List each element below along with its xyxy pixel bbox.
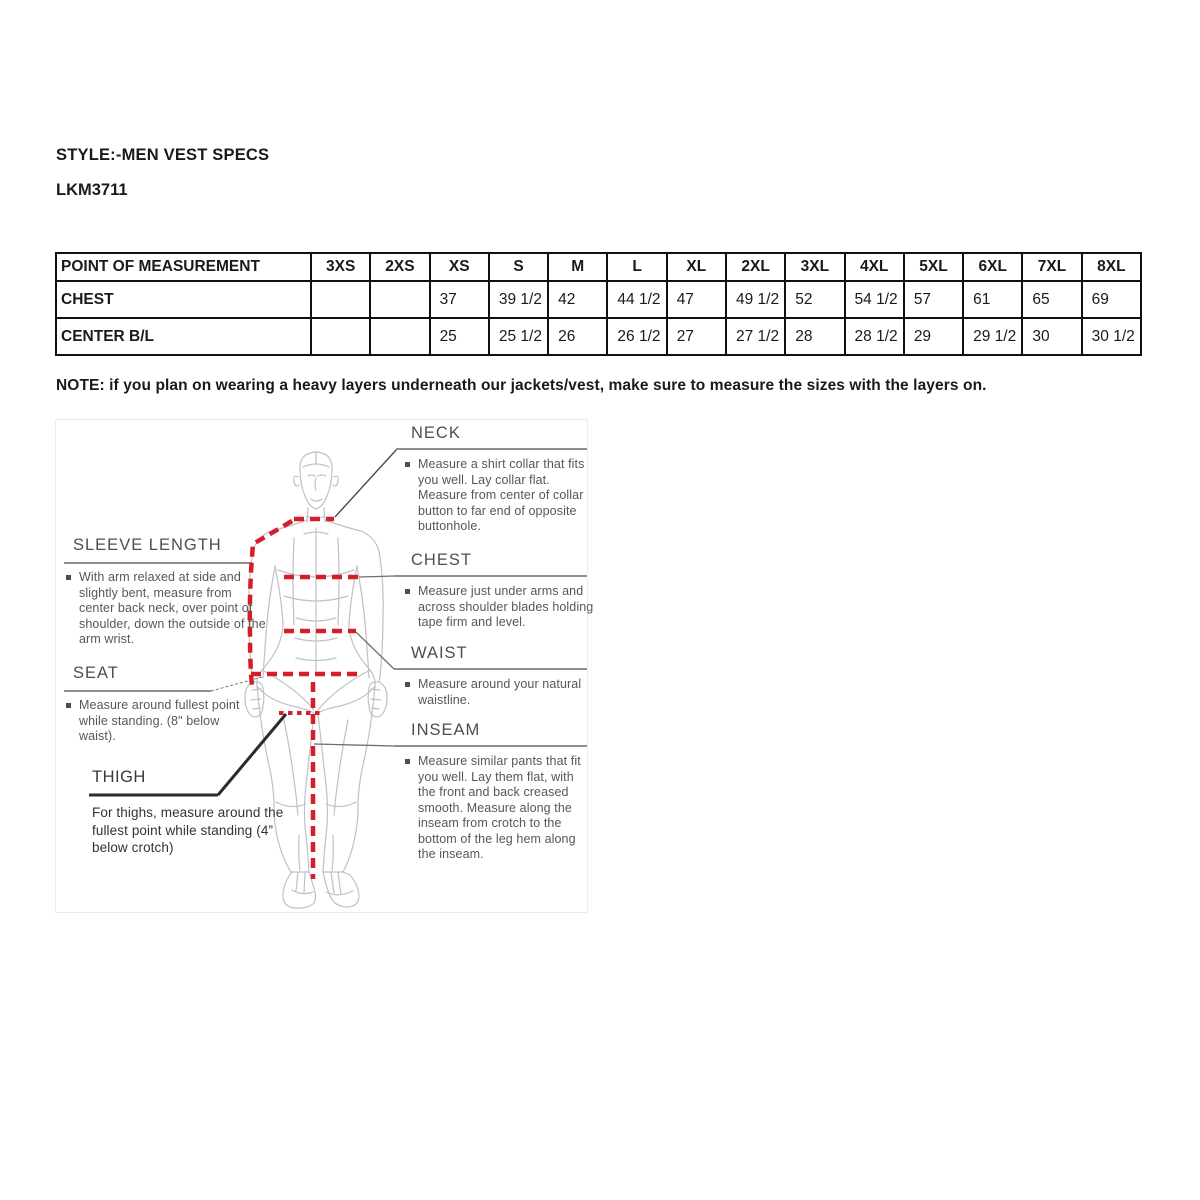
size-value-cell — [370, 281, 429, 318]
size-value-cell: 29 — [904, 318, 963, 355]
seat-description: Measure around fullest point while standing. (8" below waist). — [66, 698, 246, 745]
inseam-description: Measure similar pants that fit you well. Lay them flat, with the front and back creased smooth. Measure along the inseam from crotch to the bottom of the leg hem along the inseam. — [405, 754, 591, 863]
size-value-cell — [370, 318, 429, 355]
waist-callout-line — [356, 632, 394, 669]
size-value-cell: 29 1/2 — [963, 318, 1022, 355]
size-value-cell: 39 1/2 — [489, 281, 548, 318]
size-header-cell: L — [607, 253, 666, 281]
inseam-label: INSEAM — [411, 721, 481, 739]
size-header-cell: M — [548, 253, 607, 281]
seat-callout-line — [211, 677, 262, 691]
bullet-square — [66, 575, 71, 580]
bullet-square — [405, 759, 410, 764]
bullet-square — [405, 462, 410, 467]
size-table — [55, 252, 1142, 356]
size-value-cell: 30 — [1022, 318, 1081, 355]
model-code: LKM3711 — [56, 181, 128, 199]
size-value-cell: 25 1/2 — [489, 318, 548, 355]
size-header-cell: 2XL — [726, 253, 785, 281]
sleeve-length-label: SLEEVE LENGTH — [73, 536, 222, 554]
size-value-cell: 49 1/2 — [726, 281, 785, 318]
size-value-cell: 28 — [785, 318, 844, 355]
size-value-cell: 61 — [963, 281, 1022, 318]
measurement-diagram — [55, 419, 594, 913]
size-value-cell: 54 1/2 — [845, 281, 904, 318]
size-header-cell: 4XL — [845, 253, 904, 281]
neck-label: NECK — [411, 424, 461, 442]
size-value-cell: 47 — [667, 281, 726, 318]
size-value-cell: 65 — [1022, 281, 1081, 318]
chest-callout-line — [359, 576, 394, 577]
size-table-header-row — [56, 253, 1141, 281]
size-value-cell: 28 1/2 — [845, 318, 904, 355]
waist-description: Measure around your natural waistline. — [405, 677, 585, 708]
size-value-cell: 27 — [667, 318, 726, 355]
size-header-cell: 8XL — [1082, 253, 1141, 281]
size-header-cell: XS — [430, 253, 489, 281]
size-header-cell: 2XS — [370, 253, 429, 281]
size-value-cell: 30 1/2 — [1082, 318, 1141, 355]
sleeve-length-description: With arm relaxed at side and slightly bent, measure from center back neck, over point of shoulder, down the outside of the arm wrist. — [66, 570, 266, 648]
thigh-label: THIGH — [92, 768, 146, 786]
size-header-cell: 3XL — [785, 253, 844, 281]
size-header-cell: 3XS — [311, 253, 370, 281]
chest-description: Measure just under arms and across shoulder blades holding tape firm and level. — [405, 584, 597, 631]
seat-label: SEAT — [73, 664, 119, 682]
size-value-cell: 42 — [548, 281, 607, 318]
size-value-cell — [311, 318, 370, 355]
size-header-cell: XL — [667, 253, 726, 281]
chest-label: CHEST — [411, 551, 472, 569]
size-header-cell: 7XL — [1022, 253, 1081, 281]
bullet-square — [405, 682, 410, 687]
note-text: NOTE: if you plan on wearing a heavy layers underneath our jackets/vest, make sure to measure the sizes with the layers on. — [56, 377, 987, 394]
bullet-square — [66, 703, 71, 708]
neck-description: Measure a shirt collar that fits you well. Lay collar flat. Measure from center of collar button to far end of opposite buttonhole. — [405, 457, 591, 535]
thigh-description: For thighs, measure around the fullest point while standing (4” below crotch) — [92, 805, 284, 856]
table-row — [56, 318, 1141, 355]
size-value-cell — [311, 281, 370, 318]
waist-label: WAIST — [411, 644, 468, 662]
size-value-cell: 26 — [548, 318, 607, 355]
row-label: CHEST — [56, 281, 311, 318]
bullet-square — [405, 589, 410, 594]
table-row — [56, 281, 1141, 318]
size-value-cell: 69 — [1082, 281, 1141, 318]
style-title: STYLE:-MEN VEST SPECS — [56, 146, 270, 164]
size-value-cell: 44 1/2 — [607, 281, 666, 318]
size-value-cell: 52 — [785, 281, 844, 318]
size-value-cell: 57 — [904, 281, 963, 318]
row-label: CENTER B/L — [56, 318, 311, 355]
size-value-cell: 37 — [430, 281, 489, 318]
pom-header-cell: POINT OF MEASUREMENT — [56, 253, 311, 281]
inseam-callout-line — [314, 744, 394, 746]
size-header-cell: 6XL — [963, 253, 1022, 281]
size-value-cell: 25 — [430, 318, 489, 355]
size-value-cell: 26 1/2 — [607, 318, 666, 355]
neck-callout-line — [335, 449, 397, 517]
size-header-cell: 5XL — [904, 253, 963, 281]
size-value-cell: 27 1/2 — [726, 318, 785, 355]
size-header-cell: S — [489, 253, 548, 281]
